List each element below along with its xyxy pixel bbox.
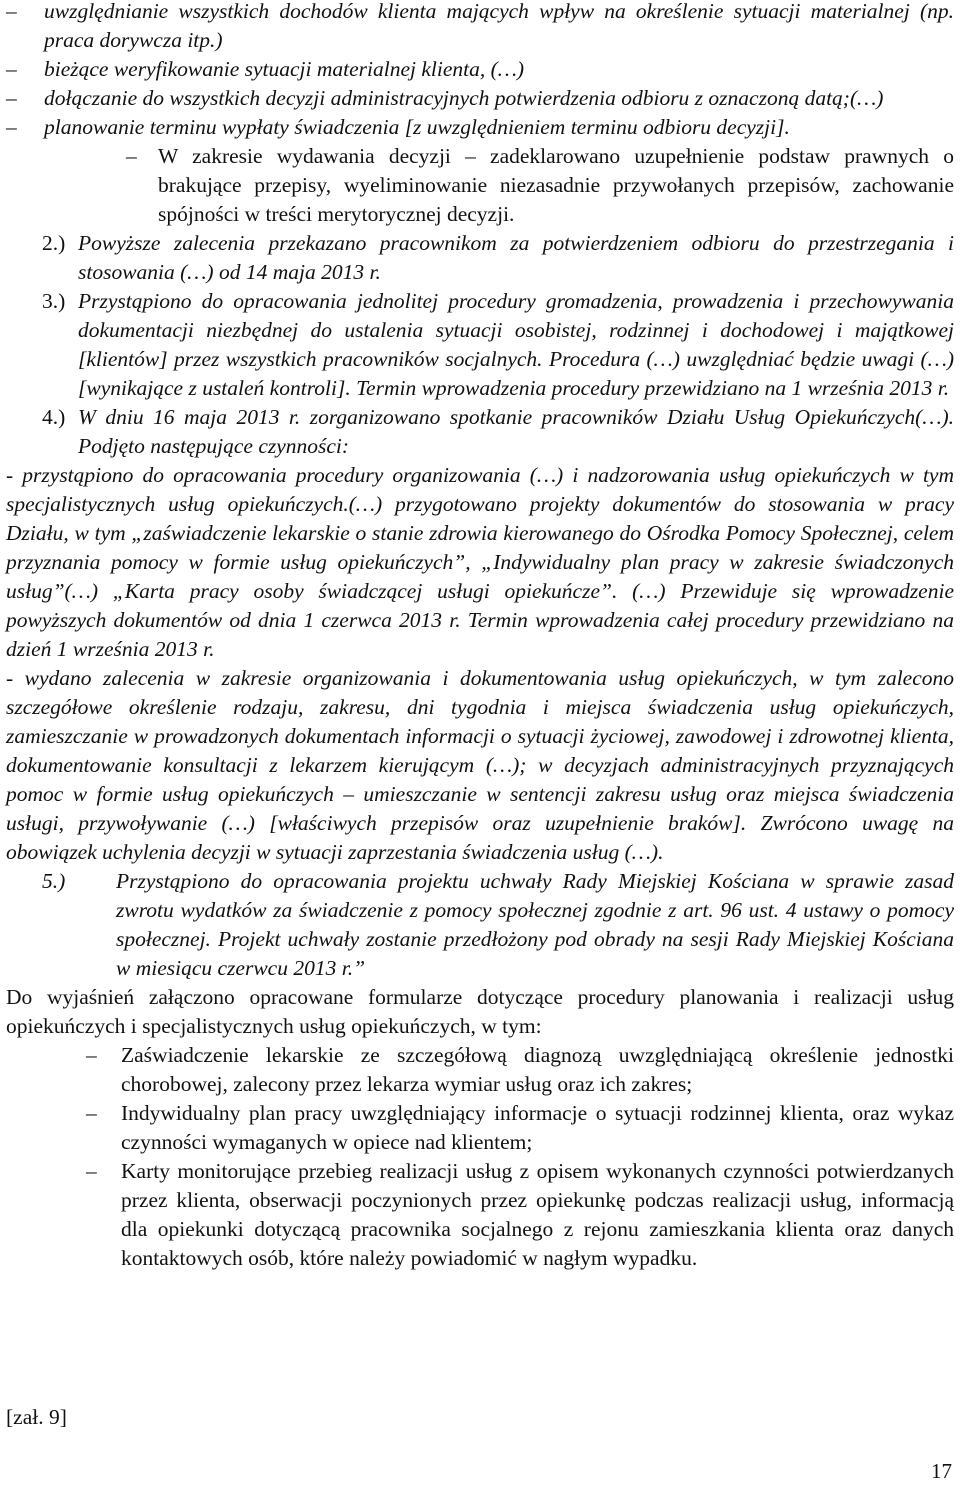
item-4 [6, 403, 954, 461]
list-item: – bieżące weryfikowanie sytuacji materialnej klienta, (…) [6, 55, 954, 84]
list-item: – Zaświadczenie lekarskie ze szczegółową diagnozą uwzględniającą określenie jednostki chorobowej, zalecony przez lekarza wymiar usług oraz ich zakres; [6, 1041, 954, 1099]
attachment-reference: [zał. 9] [6, 1405, 67, 1429]
list-item: – uwzględnianie wszystkich dochodów klienta mających wpływ na określenie sytuacji materialnej (np. praca dorywcza itp.) [6, 0, 954, 55]
item-text: Przystąpiono do opracowania projektu uchwały Rady Miejskiej Kościana w sprawie zasad zwrotu wydatków za świadczenie z pomocy społecznej zgodnie z art. 96 ust. 4 ustawy o pomocy społecznej. Projekt uchwały zostanie przedłożony pod obrady na sesji Rady Miejskiej Kościana w miesiącu czerwcu 2013 r.” [116, 869, 954, 980]
item-text: W dniu 16 maja 2013 r. zorganizowano spotkanie pracowników Działu Usług Opiekuńczych(…). Podjęto następujące czynności: [78, 405, 954, 458]
top-dash-list [6, 0, 954, 142]
item-number: 3.) [42, 289, 66, 313]
item-number: 5.) [42, 869, 66, 893]
item-text: Przystąpiono do opracowania jednolitej procedury gromadzenia, prowadzenia i przechowywania dokumentacji niezbędnej do ustalenia sytuacji osobistej, rodzinnej i dochodowej i majątkowej [klientów] przez wszystkich pracowników socjalnych. Procedura (…) uwzględniać będzie uwagi (…) [wynikające z ustaleń kontroli]. Termin wprowadzenia procedury przewidziano na 1 września 2013 r. [78, 289, 954, 400]
item-2 [6, 229, 954, 287]
list-item: – planowanie terminu wypłaty świadczenia [z uwzględnieniem terminu odbioru decyzji]. [6, 113, 954, 142]
page-number: 17 [931, 1459, 952, 1483]
paragraph-recommendations: - wydano zalecenia w zakresie organizowania i dokumentowania usług opiekuńczych, w tym zalecono szczegółowe określenie rodzaju, zakresu, dni tygodnia i miejsca świadczenia usług opiekuńczych, zamieszczanie w prowadzonych dokumentach informacji o sytuacji życiowej, zawodowej i zdrowotnej klienta, dokumentowanie konsultacji z lekarzem kierującym (…); w decyzjach administracyjnych przyznających pomoc w formie usług opiekuńczych – umieszczanie w sentencji zakresu usług oraz miejsca świadczenia usługi, przywoływanie (…) [właściwych przepisów oraz uzupełnienie braków]. Zwrócono uwagę na obowiązek uchylenia decyzji w sytuacji zaprzestania świadczenia usług (…). [6, 666, 954, 864]
forms-list [6, 1041, 954, 1273]
list-item: – Karty monitorujące przebieg realizacji usług z opisem wykonanych czynności potwierdzanych przez klienta, obserwacji poczynionych przez opiekunkę podczas realizacji usług, informacją dla opiekunki dotyczącą pracownika socjalnego z rejonu zamieszkania klienta oraz danych kontaktowych osób, które należy powiadomić w nagłym wypadku. [6, 1157, 954, 1273]
item-number: 2.) [42, 231, 66, 255]
decision-scope-item: – W zakresie wydawania decyzji – zadeklarowano uzupełnienie podstaw prawnych o brakujące przepisy, wyeliminowanie niezasadnie przywołanych przepisów, zachowanie spójności w treści merytorycznej decyzji. [6, 142, 954, 229]
list-item: – dołączanie do wszystkich decyzji administracyjnych potwierdzenia odbioru z oznaczoną datą;(…) [6, 84, 954, 113]
list-item: – Indywidualny plan pracy uwzględniający informacje o sytuacji rodzinnej klienta, oraz wykaz czynności wymaganych w opiece nad klientem; [6, 1099, 954, 1157]
item-text: Powyższe zalecenia przekazano pracownikom za potwierdzeniem odbioru do przestrzegania i stosowania (…) od 14 maja 2013 r. [78, 231, 954, 284]
item-number: 4.) [42, 405, 66, 429]
item-3 [6, 287, 954, 403]
paragraph-procedure: - przystąpiono do opracowania procedury organizowania (…) i nadzorowania usług opiekuńczych w tym specjalistycznych usług opiekuńczych.(…) przygotowano projekty dokumentów do stosowania w pracy Działu, w tym „zaświadczenie lekarskie o stanie zdrowia kierowanego do Ośrodka Pomocy Społecznej, celem przyznania pomocy w formie usług opiekuńczych”, „Indywidualny plan pracy w zakresie świadczonych usług”(…) „Karta pracy osoby świadczącej usługi opiekuńcze”. (…) Przewiduje się wprowadzenie powyższych dokumentów od dnia 1 czerwca 2013 r. Termin wprowadzenia całej procedury przewidziano na dzień 1 września 2013 r. [6, 463, 954, 661]
attachments-intro: Do wyjaśnień załączono opracowane formularze dotyczące procedury planowania i realizacji usług opiekuńczych i specjalistycznych usług opiekuńczych, w tym: [6, 985, 954, 1038]
item-5 [6, 867, 954, 983]
